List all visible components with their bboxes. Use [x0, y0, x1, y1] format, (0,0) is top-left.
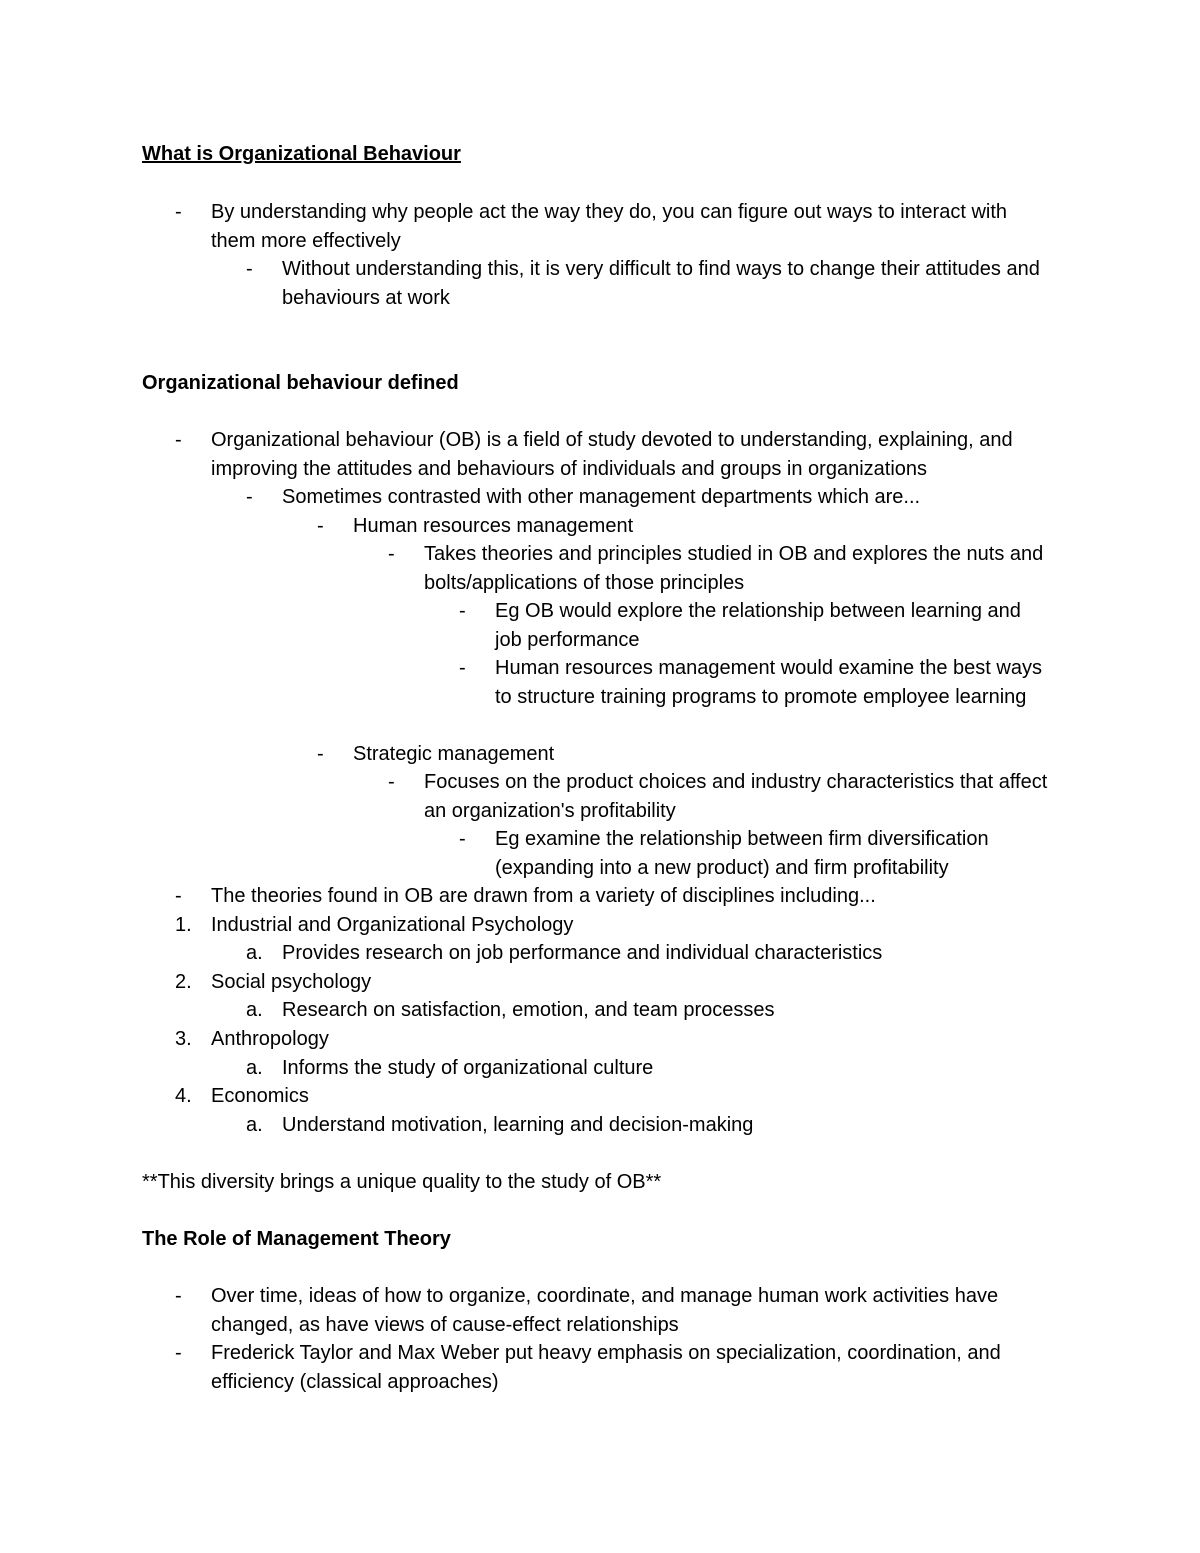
letter-marker: a. — [246, 1057, 263, 1079]
list-item: Eg examine the relationship between firm diversification (expanding into a new product) and firm profitability — [495, 828, 989, 879]
bullet-marker: - — [246, 486, 253, 508]
bullet-marker: - — [317, 743, 324, 765]
list-item: The theories found in OB are drawn from a variety of disciplines including... — [211, 885, 876, 907]
list-item: Focuses on the product choices and industry characteristics that affect an organization's profitability — [424, 771, 1048, 822]
list-item: Research on satisfaction, emotion, and team processes — [282, 999, 775, 1021]
list-item: Human resources management would examine the best ways to structure training programs to promote employee learning — [495, 657, 1042, 708]
letter-marker: a. — [246, 942, 263, 964]
bullet-marker: - — [246, 258, 253, 280]
bullet-marker: - — [317, 515, 324, 537]
list-item: Human resources management — [353, 515, 634, 537]
bullet-marker: - — [459, 657, 466, 679]
bullet-marker: - — [175, 1342, 182, 1364]
number-marker: 3. — [175, 1028, 192, 1050]
list-item: Provides research on job performance and individual characteristics — [282, 942, 883, 964]
list-item: Without understanding this, it is very difficult to find ways to change their attitudes and behaviours at work — [282, 258, 1040, 309]
letter-marker: a. — [246, 999, 263, 1021]
list-item: Organizational behaviour (OB) is a field of study devoted to understanding, explaining, and improving the attitudes and behaviours of individuals and groups in organizations — [211, 429, 1013, 480]
list-item: Strategic management — [353, 743, 555, 765]
list-item: Takes theories and principles studied in OB and explores the nuts and bolts/applications of those principles — [424, 543, 1044, 594]
list-item: Industrial and Organizational Psychology — [211, 914, 574, 936]
number-marker: 4. — [175, 1085, 192, 1107]
list-item: Economics — [211, 1085, 309, 1107]
letter-marker: a. — [246, 1114, 263, 1136]
heading-ob-defined: Organizational behaviour defined — [142, 372, 459, 394]
bullet-marker: - — [175, 885, 182, 907]
bullet-marker: - — [175, 429, 182, 451]
list-item: Frederick Taylor and Max Weber put heavy emphasis on specialization, coordination, and efficiency (classical approaches) — [211, 1342, 1001, 1393]
heading-what-is-ob: What is Organizational Behaviour — [142, 143, 461, 165]
bullet-marker: - — [459, 600, 466, 622]
bullet-marker: - — [388, 543, 395, 565]
bullet-marker: - — [388, 771, 395, 793]
list-item: Over time, ideas of how to organize, coordinate, and manage human work activities have changed, as have views of cause-effect relationships — [211, 1285, 999, 1336]
list-item: Anthropology — [211, 1028, 329, 1050]
bullet-marker: - — [175, 1285, 182, 1307]
list-item: Understand motivation, learning and decision-making — [282, 1114, 754, 1136]
bullet-marker: - — [175, 201, 182, 223]
number-marker: 2. — [175, 971, 192, 993]
list-item: Informs the study of organizational culture — [282, 1057, 654, 1079]
emphasis-note: **This diversity brings a unique quality to the study of OB** — [142, 1171, 662, 1193]
list-item: By understanding why people act the way they do, you can figure out ways to interact with them more effectively — [211, 201, 1008, 252]
bullet-marker: - — [459, 828, 466, 850]
list-item: Sometimes contrasted with other management departments which are... — [282, 486, 921, 508]
heading-management-theory: The Role of Management Theory — [142, 1228, 451, 1250]
list-item: Eg OB would explore the relationship between learning and job performance — [495, 600, 1021, 651]
number-marker: 1. — [175, 914, 192, 936]
list-item: Social psychology — [211, 971, 372, 993]
